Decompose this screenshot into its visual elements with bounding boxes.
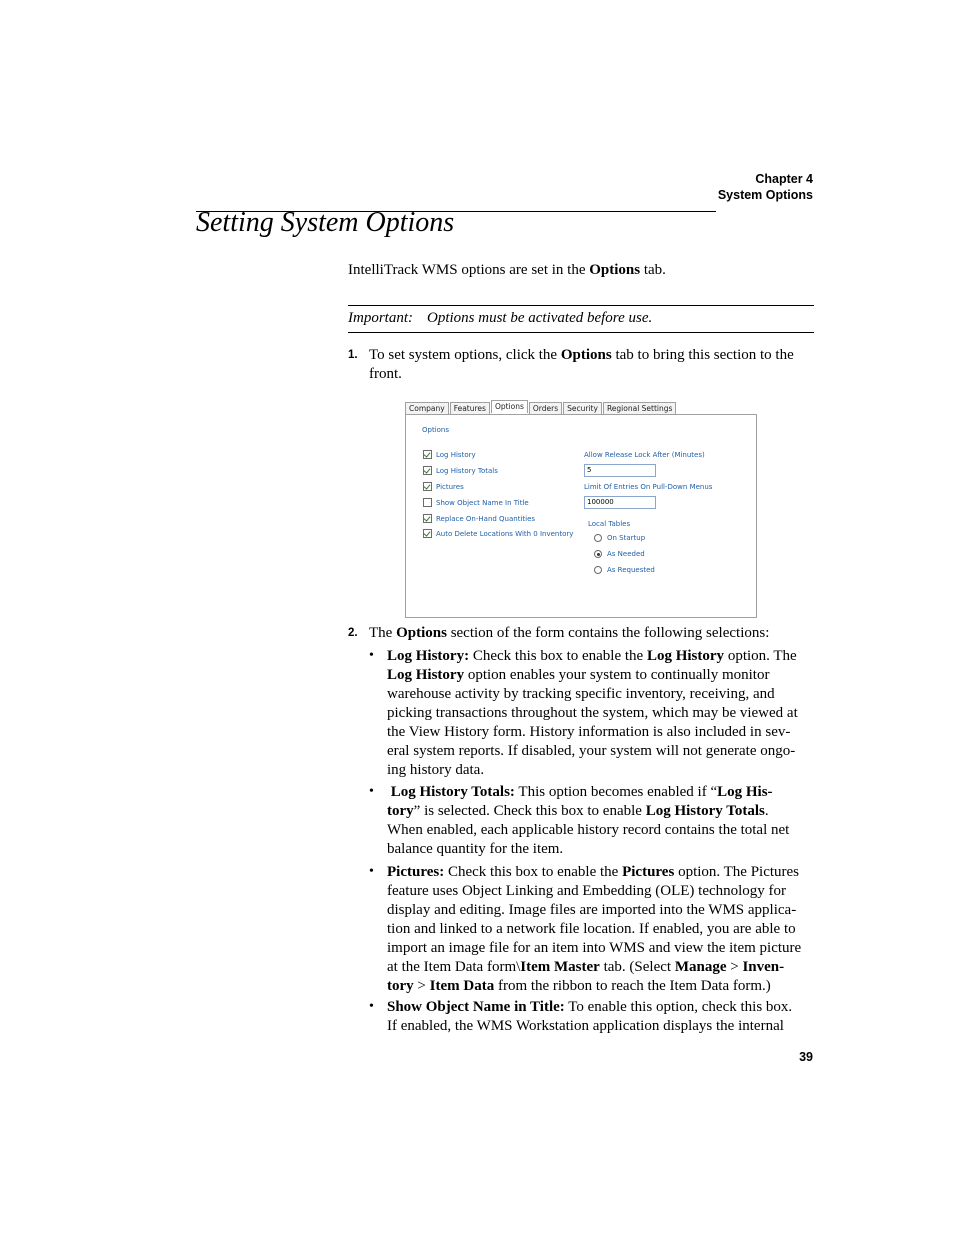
- bullet-marker: •: [369, 648, 374, 663]
- on-startup-radio[interactable]: On Startup: [594, 534, 645, 542]
- as-needed-radio[interactable]: As Needed: [594, 550, 645, 558]
- options-section-title: Options: [422, 426, 450, 434]
- bullet-log-history: Log History: Check this box to enable the Log History option. The Log History option enables your system to continually monitor warehouse activity by tracking specific inventory, receiving, and picking transactions throughout the system, which may be viewed at the View History form. History information is also included in sev- eral system reports. If disabled, your system will not generate ongo- ing history data.: [387, 648, 798, 778]
- show-object-name-checkbox[interactable]: Show Object Name In Title: [423, 498, 529, 507]
- step-2-number: 2.: [348, 627, 358, 639]
- local-tables-label: Local Tables: [588, 520, 631, 528]
- checkbox-icon: [423, 498, 432, 507]
- tab-orders[interactable]: Orders: [529, 402, 562, 414]
- checkbox-icon: [423, 529, 432, 538]
- radio-icon: [594, 566, 602, 574]
- log-history-checkbox[interactable]: Log History: [423, 450, 476, 459]
- bullet-marker: •: [369, 784, 374, 799]
- bullet-show-object-name: Show Object Name in Title: To enable this option, check this box. If enabled, the WMS Workstation application displays the internal: [387, 999, 793, 1034]
- bullet-marker: •: [369, 999, 374, 1014]
- log-history-totals-checkbox[interactable]: Log History Totals: [423, 466, 498, 475]
- chapter-label: Chapter 4: [755, 172, 813, 186]
- bullet-marker: •: [369, 864, 374, 879]
- step-2-text: The Options section of the form contains the following selections:: [369, 625, 770, 641]
- as-requested-radio[interactable]: As Requested: [594, 566, 655, 574]
- page-title: Setting System Options: [196, 207, 455, 238]
- step-1-line-1: To set system options, click the Options tab to bring this section to the: [369, 347, 794, 363]
- important-label: Important:: [348, 310, 413, 326]
- intro-paragraph: IntelliTrack WMS options are set in the Options tab.: [348, 262, 666, 278]
- tab-security[interactable]: Security: [563, 402, 602, 414]
- limit-entries-input[interactable]: 100000: [584, 496, 656, 509]
- checkbox-icon: [423, 466, 432, 475]
- options-form-screenshot: [405, 402, 757, 618]
- checkbox-icon: [423, 450, 432, 459]
- section-label: System Options: [717, 188, 813, 202]
- tab-options[interactable]: Options: [491, 400, 528, 413]
- bullet-log-history-totals: Log History Totals: This option becomes enabled if “Log His- tory” is selected. Check this box to enable Log History Totals. When enabled, each applicable history record contains the total net balance quantity for the item.: [387, 784, 790, 857]
- tab-company[interactable]: Company: [405, 402, 449, 414]
- bullet-pictures: Pictures: Check this box to enable the Pictures option. The Pictures feature uses Object Linking and Embedding (OLE) technology for display and editing. Image files are imported into the WMS applica- tion and linked to a network file location. If enabled, you are able to import an image file for an item into WMS and view the item picture at the Item Data form\Item Master tab. (Select Manage > Inven- tory > Item Data from the ribbon to reach the Item Data form.): [387, 864, 802, 994]
- tab-features[interactable]: Features: [450, 402, 490, 414]
- release-lock-input[interactable]: 5: [584, 464, 656, 477]
- step-1-number: 1.: [348, 349, 358, 361]
- tab-regional-settings[interactable]: Regional Settings: [603, 402, 677, 414]
- checkbox-icon: [423, 482, 432, 491]
- step-1-line-2: front.: [369, 366, 402, 382]
- auto-delete-locations-checkbox[interactable]: Auto Delete Locations With 0 Inventory: [423, 529, 573, 538]
- radio-icon: [594, 550, 602, 558]
- limit-entries-label: Limit Of Entries On Pull-Down Menus: [584, 483, 713, 491]
- important-text: Options must be activated before use.: [427, 310, 653, 326]
- radio-icon: [594, 534, 602, 542]
- page-number: 39: [799, 1050, 813, 1064]
- release-lock-label: Allow Release Lock After (Minutes): [584, 451, 705, 459]
- replace-on-hand-checkbox[interactable]: Replace On-Hand Quantities: [423, 514, 535, 523]
- pictures-checkbox[interactable]: Pictures: [423, 482, 464, 491]
- options-panel: [405, 414, 757, 618]
- checkbox-icon: [423, 514, 432, 523]
- important-note: [348, 305, 814, 333]
